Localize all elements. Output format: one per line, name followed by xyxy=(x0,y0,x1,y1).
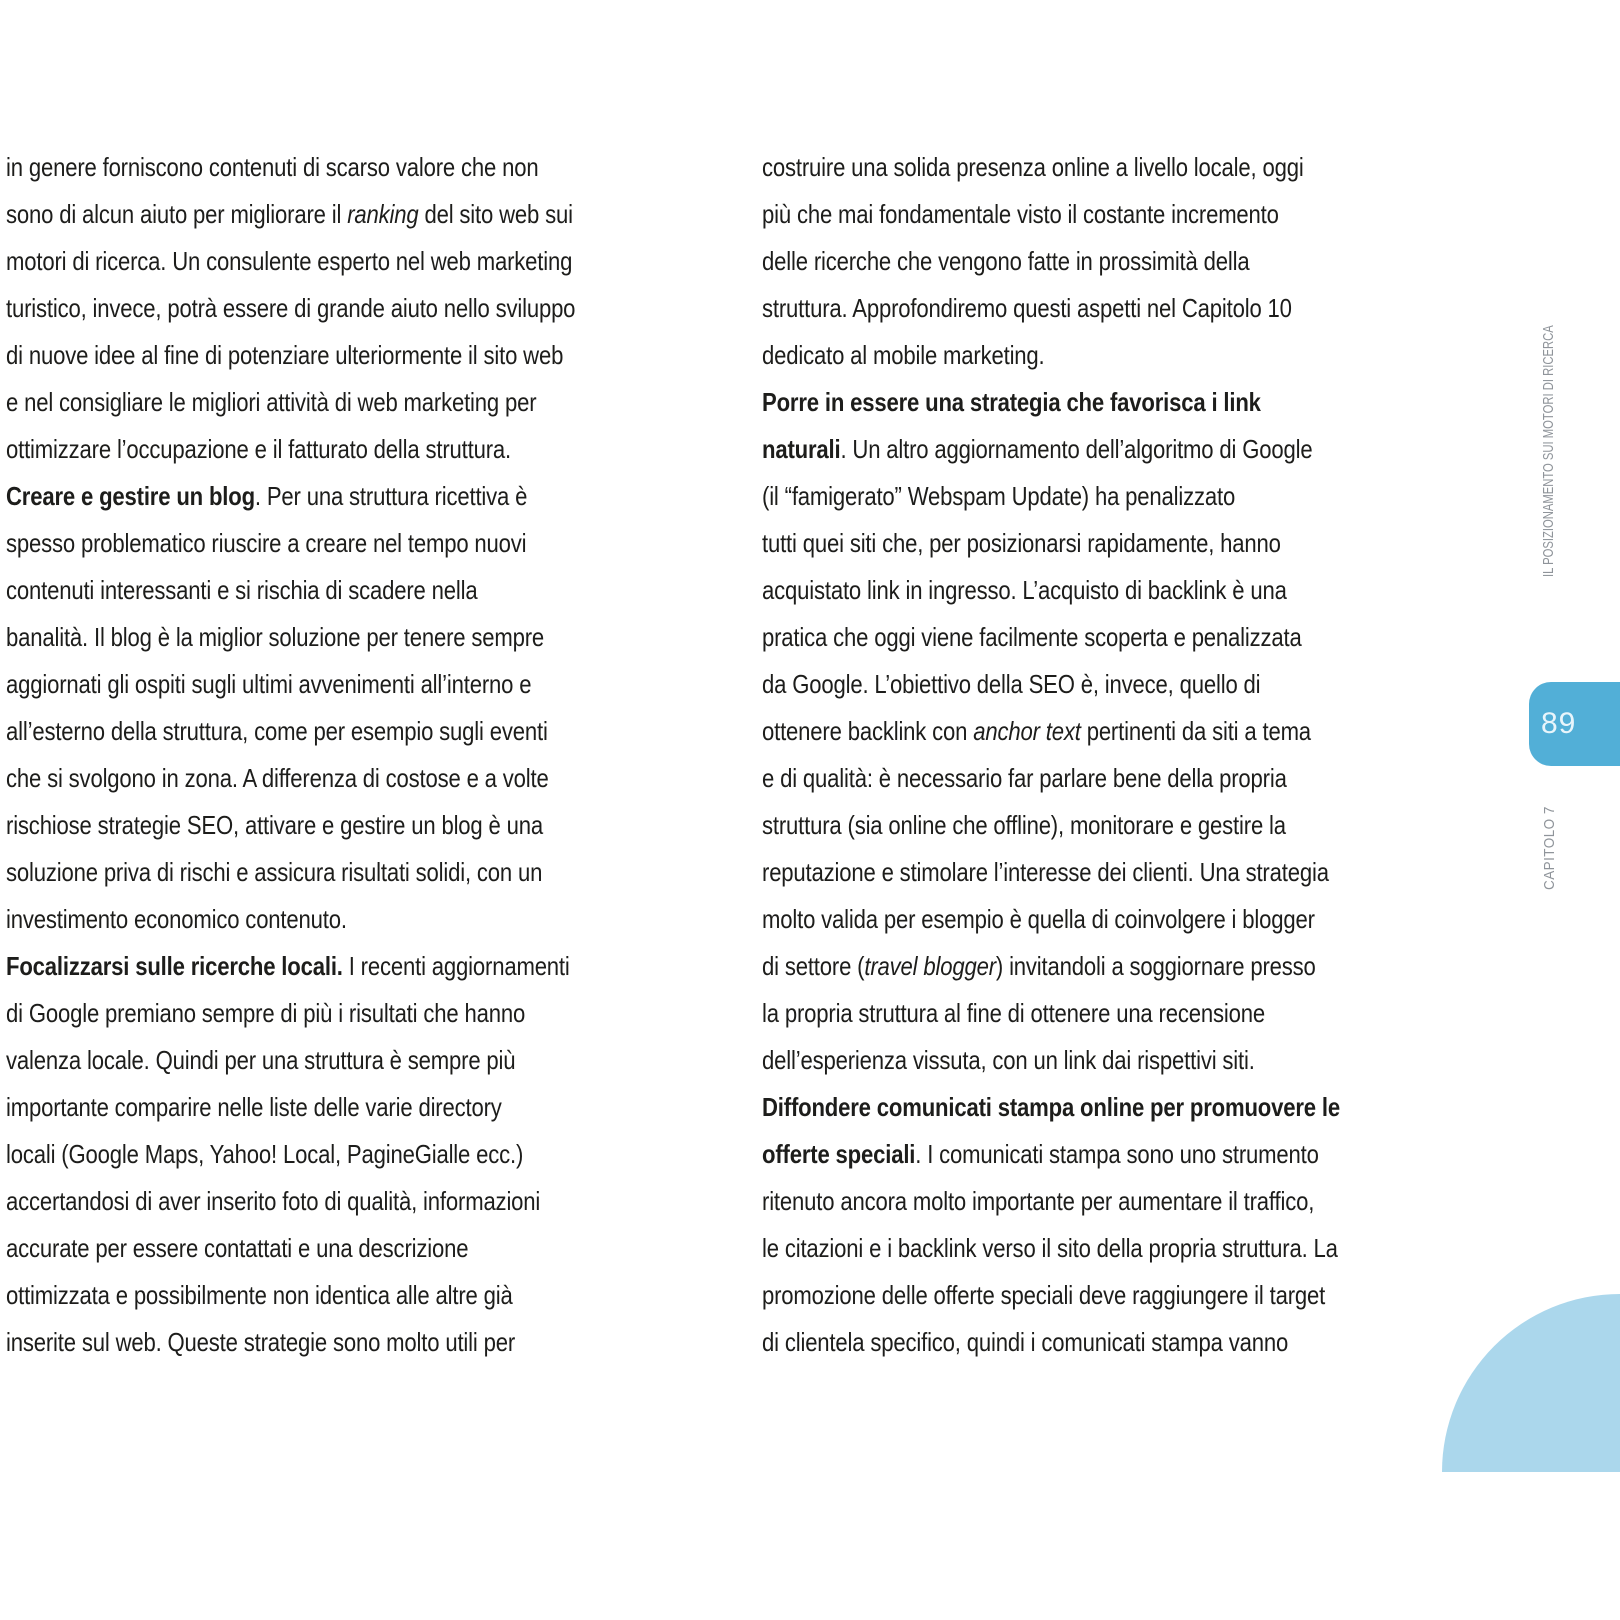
text-line: Focalizzarsi sulle ricerche locali. I recenti aggiornamenti xyxy=(6,951,570,981)
text-line: all’esterno della struttura, come per esempio sugli eventi xyxy=(6,716,548,746)
text-line: Porre in essere una strategia che favorisca i link xyxy=(762,387,1261,417)
text-line: motori di ricerca. Un consulente esperto nel web marketing xyxy=(6,246,573,276)
text-line: Creare e gestire un blog. Per una struttura ricettiva è xyxy=(6,481,528,511)
text-line: aggiornati gli ospiti sugli ultimi avvenimenti all’interno e xyxy=(6,669,532,699)
text-line: valenza locale. Quindi per una struttura è sempre più xyxy=(6,1045,516,1075)
text-line: naturali. Un altro aggiornamento dell’algoritmo di Google xyxy=(762,434,1313,464)
text-line: offerte speciali. I comunicati stampa sono uno strumento xyxy=(762,1139,1319,1169)
text-line: contenuti interessanti e si rischia di scadere nella xyxy=(6,575,478,605)
text-line: molto valida per esempio è quella di coinvolgere i blogger xyxy=(762,904,1315,934)
text-line: in genere forniscono contenuti di scarso valore che non xyxy=(6,152,539,182)
text-line: accertandosi di aver inserito foto di qualità, informazioni xyxy=(6,1186,541,1216)
text-line: acquistato link in ingresso. L’acquisto di backlink è una xyxy=(762,575,1287,605)
text-line: rischiose strategie SEO, attivare e gestire un blog è una xyxy=(6,810,543,840)
text-line: importante comparire nelle liste delle varie directory xyxy=(6,1092,502,1122)
text-line: di Google premiano sempre di più i risultati che hanno xyxy=(6,998,526,1028)
text-line: le citazioni e i backlink verso il sito della propria struttura. La xyxy=(762,1233,1338,1263)
text-line: delle ricerche che vengono fatte in prossimità della xyxy=(762,246,1250,276)
left-text-column xyxy=(6,144,575,1366)
text-line: di nuove idee al fine di potenziare ulteriormente il sito web xyxy=(6,340,564,370)
text-line: Diffondere comunicati stampa online per promuovere le xyxy=(762,1092,1340,1122)
text-line: soluzione priva di rischi e assicura risultati solidi, con un xyxy=(6,857,543,887)
corner-quarter-circle-decoration xyxy=(1442,1294,1620,1472)
text-line: e nel consigliare le migliori attività di web marketing per xyxy=(6,387,537,417)
text-line: la propria struttura al fine di ottenere una recensione xyxy=(762,998,1265,1028)
text-line: dell’esperienza vissuta, con un link dai rispettivi siti. xyxy=(762,1045,1255,1075)
chapter-label-vertical: CAPITOLO 7 xyxy=(1541,806,1558,890)
text-line: promozione delle offerte speciali deve raggiungere il target xyxy=(762,1280,1326,1310)
text-line: ottimizzata e possibilmente non identica alle altre già xyxy=(6,1280,513,1310)
page-number: 89 xyxy=(1541,707,1577,740)
text-line: ritenuto ancora molto importante per aumentare il traffico, xyxy=(762,1186,1315,1216)
text-line: sono di alcun aiuto per migliorare il ranking del sito web sui xyxy=(6,199,573,229)
text-line: reputazione e stimolare l’interesse dei clienti. Una strategia xyxy=(762,857,1329,887)
text-line: ottenere backlink con anchor text pertinenti da siti a tema xyxy=(762,716,1311,746)
text-line: locali (Google Maps, Yahoo! Local, PagineGialle ecc.) xyxy=(6,1139,524,1169)
page-number-badge xyxy=(1529,682,1620,766)
text-line: di settore (travel blogger) invitandoli a soggiornare presso xyxy=(762,951,1316,981)
text-line: spesso problematico riuscire a creare nel tempo nuovi xyxy=(6,528,527,558)
text-line: turistico, invece, potrà essere di grande aiuto nello sviluppo xyxy=(6,293,576,323)
text-line: più che mai fondamentale visto il costante incremento xyxy=(762,199,1279,229)
text-line: e di qualità: è necessario far parlare bene della propria xyxy=(762,763,1287,793)
text-line: che si svolgono in zona. A differenza di costose e a volte xyxy=(6,763,549,793)
running-header-vertical: IL POSIZIONAMENTO SUI MOTORI DI RICERCA xyxy=(1540,325,1557,577)
text-line: tutti quei siti che, per posizionarsi rapidamente, hanno xyxy=(762,528,1281,558)
text-line: investimento economico contenuto. xyxy=(6,904,347,934)
text-line: di clientela specifico, quindi i comunicati stampa vanno xyxy=(762,1327,1289,1357)
text-line: (il “famigerato” Webspam Update) ha penalizzato xyxy=(762,481,1236,511)
text-line: da Google. L’obiettivo della SEO è, invece, quello di xyxy=(762,669,1261,699)
text-line: accurate per essere contattati e una descrizione xyxy=(6,1233,469,1263)
text-line: banalità. Il blog è la miglior soluzione per tenere sempre xyxy=(6,622,545,652)
text-line: pratica che oggi viene facilmente scoperta e penalizzata xyxy=(762,622,1302,652)
text-line: struttura (sia online che offline), monitorare e gestire la xyxy=(762,810,1286,840)
text-line: struttura. Approfondiremo questi aspetti nel Capitolo 10 xyxy=(762,293,1292,323)
text-line: ottimizzare l’occupazione e il fatturato della struttura. xyxy=(6,434,512,464)
right-text-column xyxy=(762,144,1340,1366)
text-line: costruire una solida presenza online a livello locale, oggi xyxy=(762,152,1304,182)
text-line: inserite sul web. Queste strategie sono molto utili per xyxy=(6,1327,516,1357)
text-line: dedicato al mobile marketing. xyxy=(762,340,1045,370)
